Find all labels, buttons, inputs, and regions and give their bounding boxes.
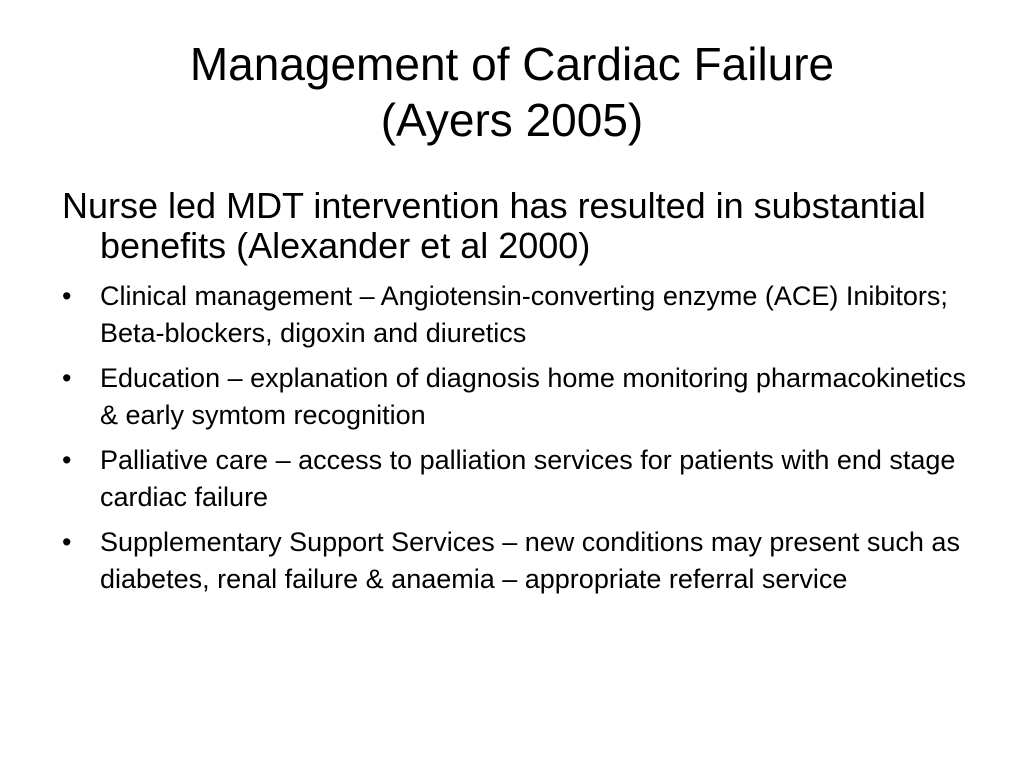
slide-title: [40, 36, 984, 148]
bullet-text: Supplementary Support Services – new conditions may present such as diabetes, renal failure & anaemia – appropriate referral service: [100, 527, 960, 594]
bullet-icon: •: [62, 445, 72, 475]
bullet-item-education: [62, 360, 972, 434]
bullet-icon: •: [62, 281, 72, 311]
bullet-item-palliative-care: [62, 442, 972, 516]
slide-body: [62, 186, 972, 606]
slide-title-line-2: (Ayers 2005): [380, 94, 644, 146]
bullet-item-clinical-management: [62, 278, 972, 352]
bullet-icon: •: [62, 363, 72, 393]
bullet-text: Education – explanation of diagnosis home monitoring pharmacokinetics & early symtom recognition: [100, 363, 967, 430]
bullet-text: Palliative care – access to palliation services for patients with end stage cardiac failure: [100, 445, 956, 512]
bullet-list: [62, 278, 972, 598]
bullet-item-supplementary-support: [62, 524, 972, 598]
bullet-icon: •: [62, 527, 72, 557]
slide-title-line-1: Management of Cardiac Failure: [189, 38, 835, 90]
bullet-text: Clinical management – Angiotensin-converting enzyme (ACE) Inibitors; Beta-blockers, digoxin and diuretics: [100, 281, 948, 348]
lead-paragraph: Nurse led MDT intervention has resulted in substantial benefits (Alexander et al 2000): [62, 185, 926, 266]
